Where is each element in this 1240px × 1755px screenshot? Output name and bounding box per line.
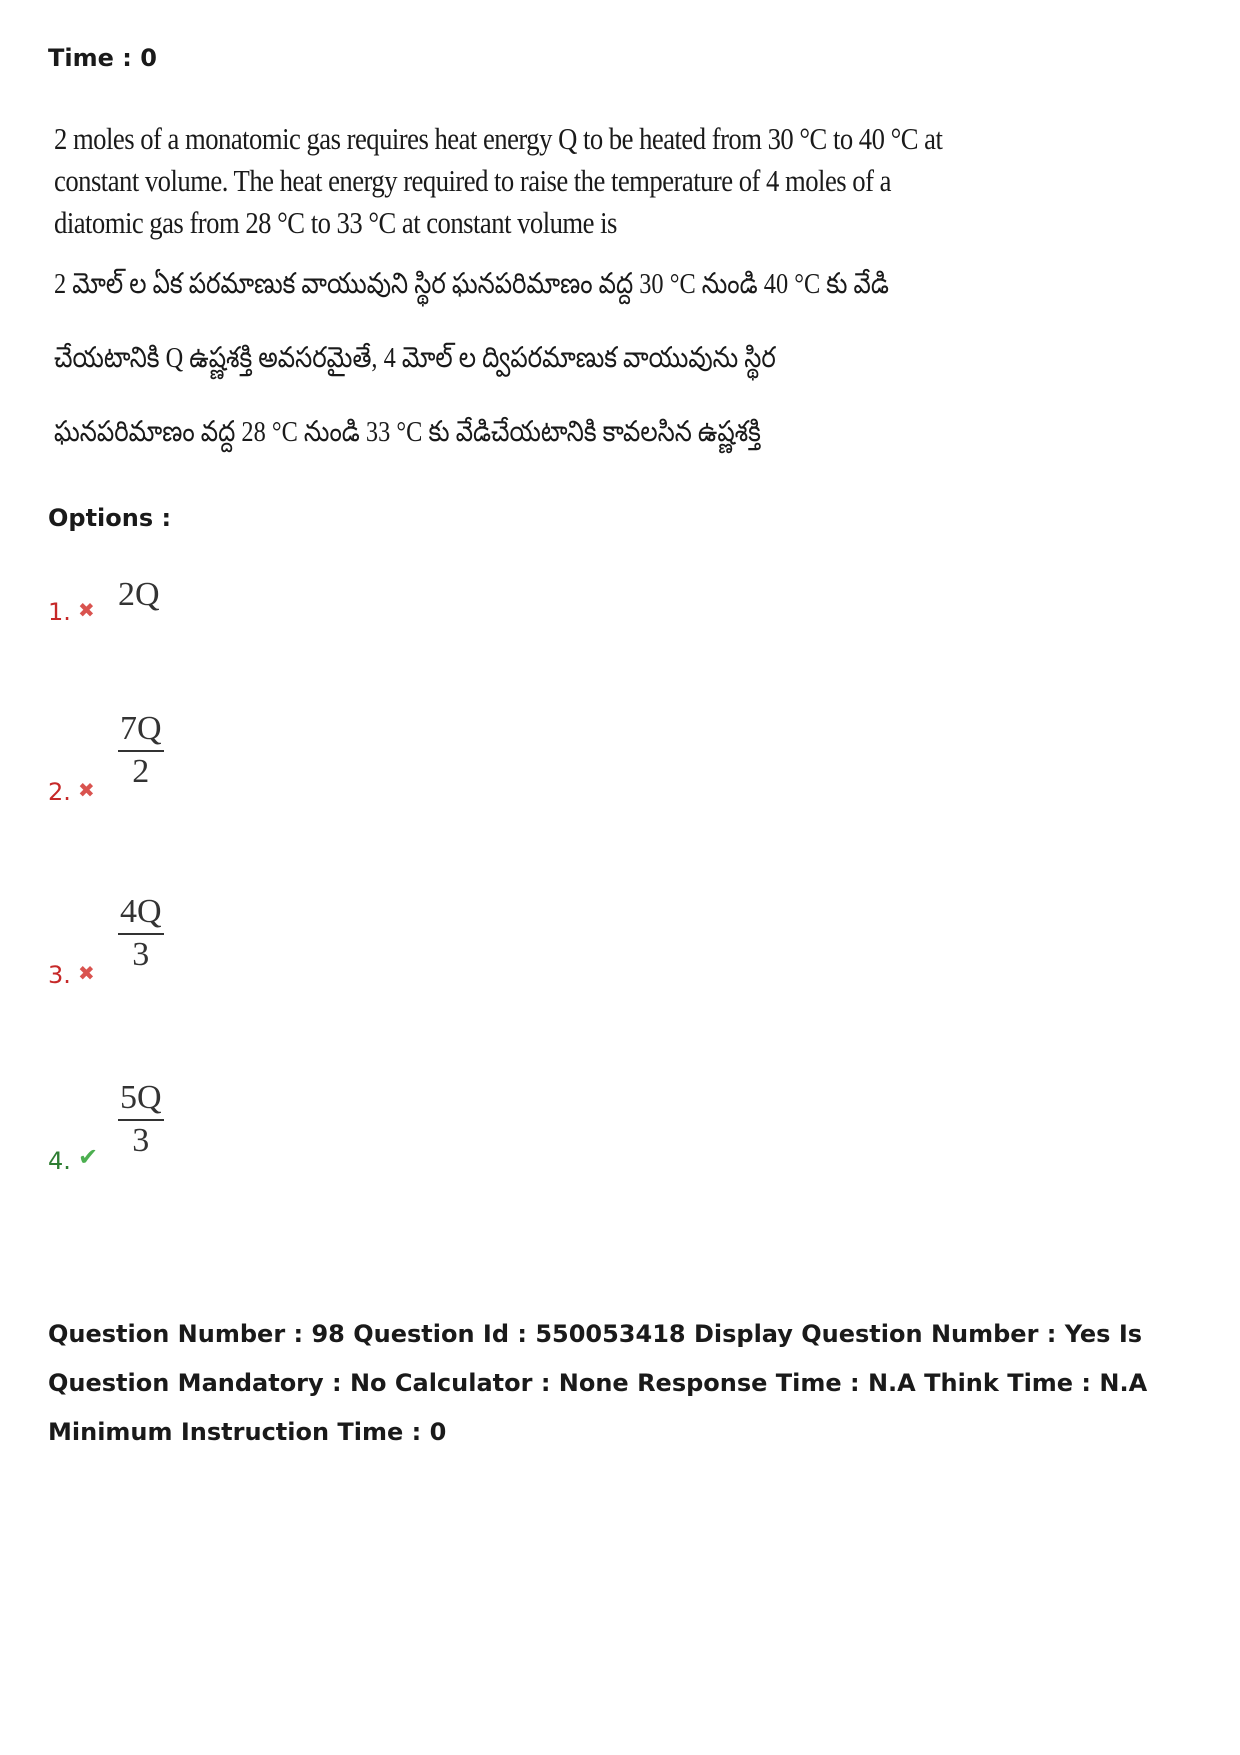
option-value: 2Q [118,576,160,613]
option-4 [48,1079,448,1189]
option-number: 2. [48,778,71,806]
fraction-numerator: 4Q [118,893,164,935]
question-metadata: Question Number : 98 Question Id : 550053418 Display Question Number : Yes Is Question Mandatory : No Calculator : None Response Time : N.A Think Time : N.A Minimum Instruction Time : 0 [48,1320,1148,1446]
fraction-denominator: 3 [132,1122,150,1159]
option-fraction [118,893,164,975]
option-3 [48,893,448,1003]
wrong-mark-icon: ✖ [78,961,95,985]
question-english: 2 moles of a monatomic gas requires heat energy Q to be heated from 30 °C to 40 °C at constant volume. The heat energy required to raise the temperature of 4 moles of a diatomic gas from 28 °C to 33 °C at constant volume is [54,121,943,240]
option-number: 1. [48,598,71,626]
time-label: Time : 0 [48,44,157,72]
correct-check-icon: ✔ [78,1143,99,1171]
question-telugu-line-2: చేయటానికి Q ఉష్ణశక్తి అవసరమైతే, 4 మోల్ ల ద్విపరమాణుక వాయువును స్థిర [54,342,776,374]
option-number: 3. [48,961,71,989]
question-telugu-line-1: 2 మోల్ ల ఏక పరమాణుక వాయువుని స్థిర ఘనపరిమాణం వద్ద 30 °C నుండి 40 °C కు వేడి [54,268,889,300]
option-number: 4. [48,1147,71,1175]
fraction-numerator: 7Q [118,710,164,752]
fraction-denominator: 2 [132,753,150,790]
option-fraction [118,710,164,792]
options-heading: Options : [48,504,172,532]
option-fraction [118,1079,164,1161]
fraction-denominator: 3 [132,936,150,973]
question-text [54,118,954,466]
fraction-numerator: 5Q [118,1079,164,1121]
wrong-mark-icon: ✖ [78,598,95,622]
question-telugu-line-3: ఘనపరిమాణం వద్ద 28 °C నుండి 33 °C కు వేడిచేయటానికి కావలసిన ఉష్ణశక్తి [54,416,761,448]
wrong-mark-icon: ✖ [78,778,95,802]
option-2 [48,710,448,820]
option-1 [48,570,448,660]
